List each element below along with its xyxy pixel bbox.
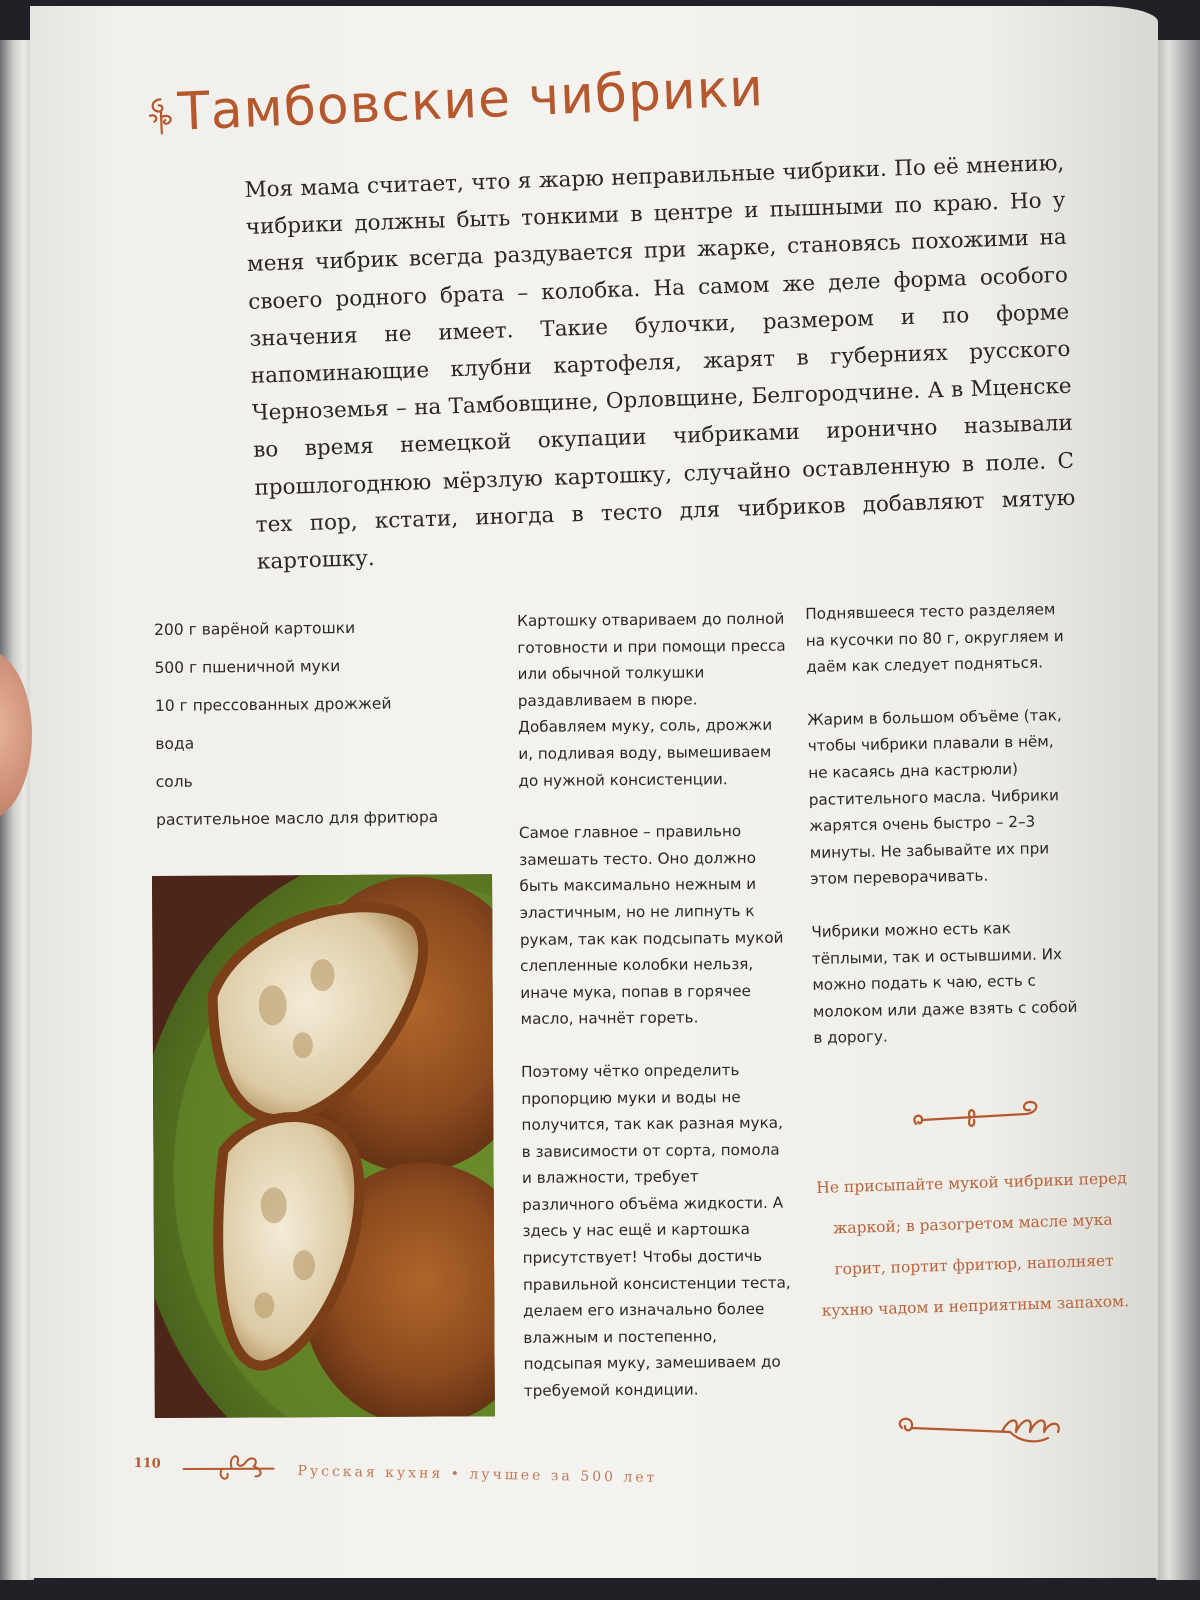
tip-ornament-bottom-icon: [890, 1406, 1070, 1450]
ingredient-item: 10 г прессованных дрожжей: [154, 694, 392, 715]
recipe-intro: Моя мама считает, что я жарю неправильные чибрики. По её мнению, чибрики должны быть тонкими в центре и пышными по краю. Но у меня чибрик всегда раздувается при жарке, становясь похожими на своего родного брата – колобка. На самом же деле форма особого значения не имеет. Такие булочки, размером и по форме напоминающие клубни картофеля, жарят в губерниях русского Черноземья – на Тамбовщине, Орловщине, Белгородчине. А в Мценске во время немецкой окупации чибриками иронично называли прошлогоднюю мёрзлую картошку, случайно оставленную в поле. С тех пор, кстати, иногда в тесто для чибриков добавляют мятую картошку.: [244, 150, 1076, 575]
step-paragraph: Жарим в большом объёме (так, чтобы чибрики плавали в нём, не касаясь дна кастрюли) растительного масла. Чибрики жарятся очень быстро – 2–3 минуты. Не забывайте их при этом переворачивать.: [807, 705, 1062, 889]
food-photo: [152, 874, 495, 1418]
book-page: [30, 6, 1158, 1578]
ingredient-item: 500 г пшеничной муки: [154, 657, 341, 677]
tip-ornament-top-icon: [906, 1098, 1046, 1138]
ingredient-item: соль: [155, 772, 193, 791]
cooking-tip: Не присыпайте мукой чибрики перед жаркой; в разогретом масле мука горит, портит фритюр, наполняет кухню чадом и неприятным запахом.: [816, 1169, 1130, 1320]
page-number: 110: [133, 1455, 161, 1472]
page-footer: [133, 1446, 694, 1507]
ingredient-item: вода: [155, 734, 195, 753]
title-ornament-icon: [145, 95, 177, 138]
step-paragraph: Картошку отвариваем до полной готовности и при помощи пресса или обычной толкушки раздавливаем в пюре. Добавляем муку, соль, дрожжи и, подливая воду, вымешиваем до нужной консистенции.: [517, 609, 786, 790]
recipe-title: [145, 54, 867, 144]
chibriki-photo-illustration: [152, 874, 495, 1418]
step-paragraph: Поэтому чётко определить пропорцию муки и воды не получится, так как разная мука, в зависимости от сорта, помола и влажности, требует различного объёма жидкости. А здесь у нас ещё и картошка присутствует! Чтобы достичь правильной консистенции теста, делаем его изначально более влажным и постепенно, подсыпая муку, замешиваем до требуемой кондиции.: [520, 1060, 791, 1401]
step-paragraph: Самое главное – правильно замешать тесто. Оно должно быть максимально нежным и эластичным, но не липнуть к рукам, так как подсыпать мукой слепленные колобки нельзя, иначе мука, попав в горячее масло, начнёт гореть.: [518, 822, 784, 1029]
steps-column-2: [517, 606, 796, 1431]
recipe-title-text: Тамбовские чибрики: [176, 58, 766, 143]
step-paragraph: Чибрики можно есть как тёплыми, так и остывшими. Их можно подать к чаю, есть с молоком или даже взять с собой в дорогу.: [811, 919, 1078, 1048]
steps-column-3: [805, 596, 1082, 1078]
step-paragraph: Поднявшееся тесто разделяем на кусочки по 80 г, округляем и даём как следует подняться.: [805, 600, 1064, 677]
ingredient-item: 200 г варёной картошки: [154, 618, 356, 639]
footer-ornament-icon: [181, 1447, 282, 1489]
ingredients-list: [154, 615, 486, 846]
page-edge-right: [1156, 40, 1200, 1580]
running-title: Русская кухня • лучшее за 500 лет: [297, 1463, 658, 1487]
ingredient-item: растительное масло для фритюра: [156, 808, 439, 829]
